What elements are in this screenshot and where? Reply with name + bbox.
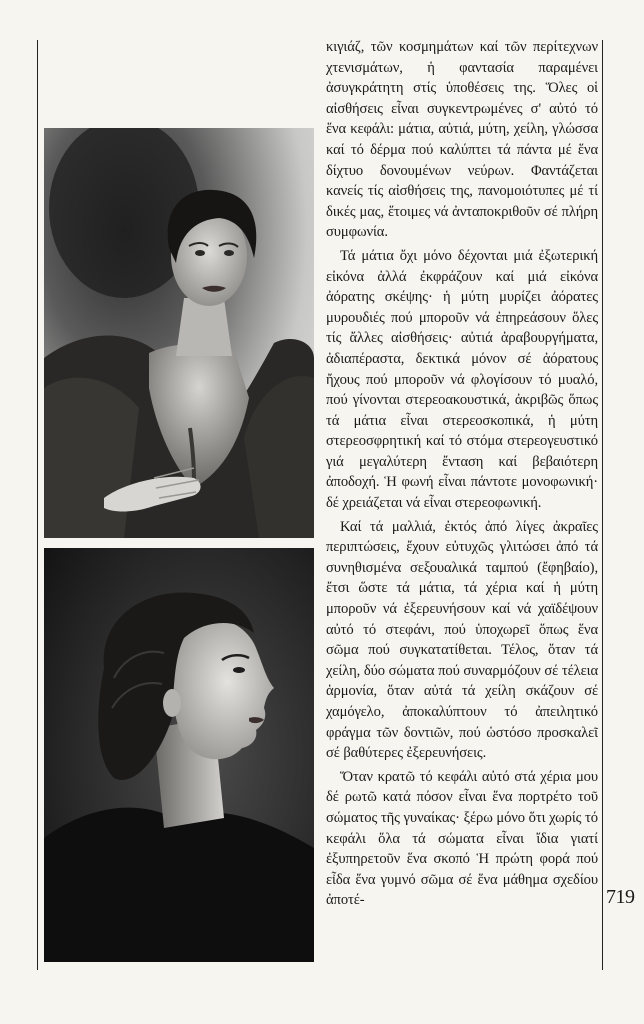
portrait-photo-top — [44, 128, 314, 538]
body-text-column — [326, 37, 598, 972]
paragraph-3: Καί τά μαλλιά, ἐκτός ἀπό λίγες ἀκραῖες περιπτώσεις, ἔχουν εὐτυχῶς γλιτώσει ἀπό τά συνηθισμένα σεξουαλικά ταμπού (ἔφηβαίο), ἔτσι ὥστε τά μάτια, τά χέρια καί ἡ μύτη μποροῦν νά ἐξερευνήσουν καί νά χαϊδέψουν αὐτό τό στεφάνι, πού ὑποχωρεῖ ὅπως ἕνα σῶμα πού συγκατατίθεται. Τέλος, ὅταν τά χείλη, δύο σώματα πού συναρμόζουν σέ τέλεια ἁρμονία, ὅταν αὐτά τά χείλη σκάζουν σέ χαμόγελο, ἀποκαλύπτουν τό ἀπειλητικό φράγμα τῶν δοντιῶν, πού ὡστόσο προσκαλεῖ σέ βαθύτερες ἐξερευνήσεις. — [326, 518, 598, 762]
left-margin-rule — [37, 40, 38, 970]
paragraph-2: Τά μάτια ὄχι μόνο δέχονται μιά ἐξωτερική εἰκόνα ἀλλά ἐκφράζουν καί μιά εἰκόνα ἀόρατης σκέψης· ἡ μύτη μυρίζει ἀόρατες μυρουδιές πού μποροῦν νά ἐπηρεάσουν ὅλες τίς ἄλλες αἰσθήσεις· αὐτιά ἀραβουργήματα, ἀδιαπέραστα, δεκτικά μόνον σέ ἀόρατους ἤχους πού μποροῦν νά φλογίσουν τό μυαλό, πού γίνονται στερεοακουστικά, ἀκριβῶς ὅπως τά μάτια εἶναι στερεοσκοπικά, ἡ μύτη στερεοσφρητική καί τό στόμα στερεογευστικό γιά μεγαλύτερη ἔνταση καί βεβαιότερη ἀποδοχή. Ἡ φωνή εἶναι πάντοτε μονοφωνική· δέ χρειάζεται νά εἶναι στερεοφωνική. — [326, 247, 598, 512]
page-number: 719 — [606, 886, 635, 908]
right-margin-rule — [602, 40, 603, 970]
paragraph-1: κιγιάζ, τῶν κοσμημάτων καί τῶν περίτεχνων χτενισμάτων, ἡ φαντασία παραμένει ἀσυγκράτητη στίς ὑποθέσεις της. Ὅλες οἱ αἰσθήσεις εἶναι συγκεντρωμένες σ' αὐτό τό ἕνα κεφάλι: μάτια, αὐτιά, μύτη, χείλη, γλώσσα καί τό δέρμα πού καλύπτει τά πάντα μέ ἕνα δίχτυο δονουμένων νεύρων. Φαντάζεται κανείς τίς αἰσθήσεις της, πανομοιότυπες μέ τί δικές μας, ἕτοιμες νά ἀνταποκριθοῦν σέ πλήρη συμφωνία. — [326, 39, 598, 241]
portrait-photo-bottom — [44, 548, 314, 962]
paragraph-4: Ὅταν κρατῶ τό κεφάλι αὐτό στά χέρια μου δέ ρωτῶ κατά πόσον εἶναι ἕνα πορτρέτο τοῦ σώματος τῆς γυναίκας· ξέρω μόνο ὅτι χωρίς τό κεφάλι ὅλα τά σώματα εἶναι ἴδια γιατί ἐξυπηρετοῦν ἕνα σκοπό Ἡ πρώτη φορά πού εἶδα ἕνα γυμνό σῶμα σέ ἕνα μάθημα σχεδίου ἀποτέ- — [326, 768, 598, 909]
